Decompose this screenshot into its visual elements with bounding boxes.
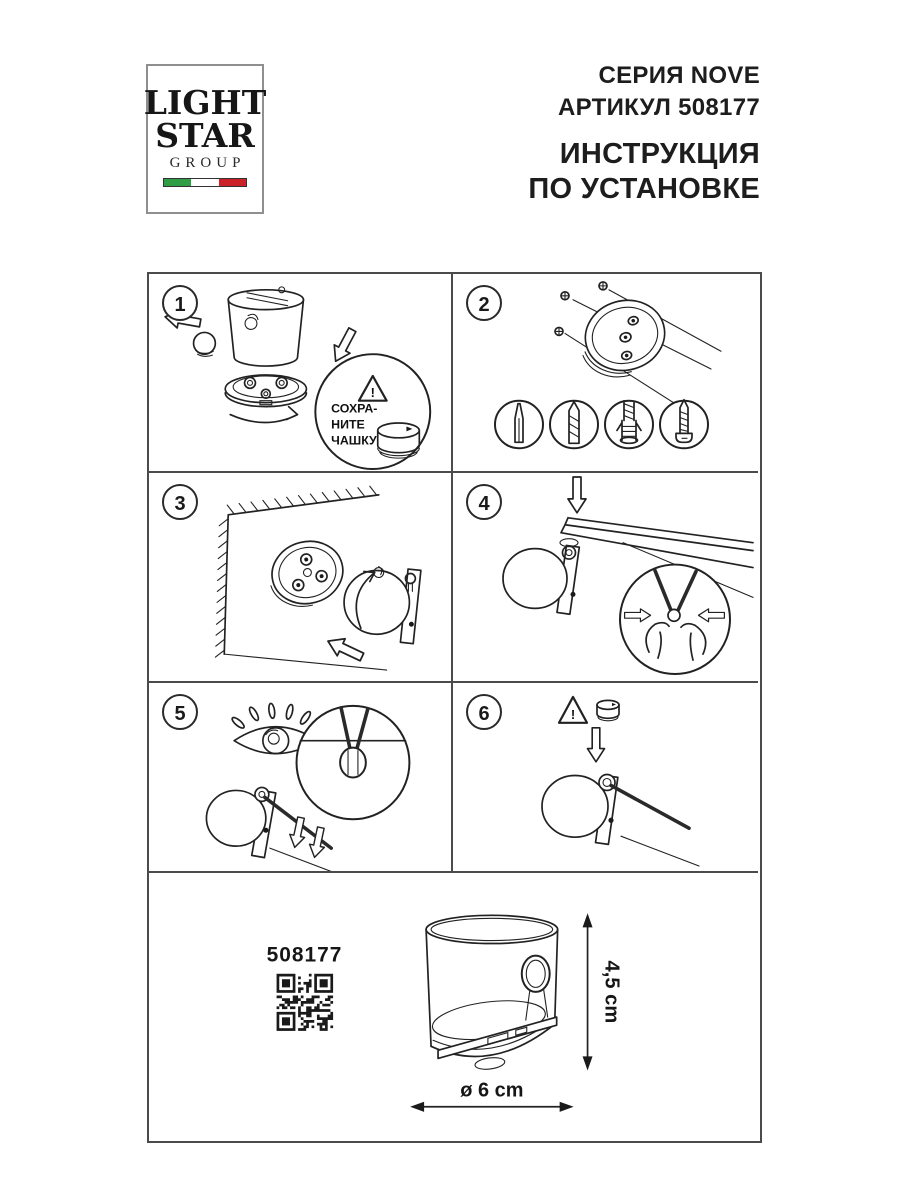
arrow-down-icon — [568, 477, 586, 513]
instruction-title-line1: ИНСТРУКЦИЯ — [559, 138, 760, 170]
product-drawing — [149, 873, 758, 1135]
diameter-dimension-label: ø 6 cm — [460, 1079, 524, 1102]
knob-drawing — [194, 332, 216, 356]
tool-screw-icon — [660, 400, 708, 449]
step-number-2: 2 — [466, 285, 502, 321]
flag-green-stripe — [164, 179, 191, 186]
series-label: СЕРИЯ NOVE — [598, 62, 760, 89]
tool-drill-icon — [550, 401, 598, 449]
magnifier-pinch-detail — [620, 565, 730, 674]
logo-word-star: STAR — [155, 116, 255, 155]
lamp-final-drawing — [542, 775, 699, 867]
instruction-title-line2: ПО УСТАНОВКЕ — [528, 173, 760, 205]
mounting-plate-drawing — [571, 291, 674, 386]
flag-red-stripe — [219, 179, 246, 186]
keep-cup-note — [315, 354, 430, 469]
rotate-arrow-icon — [230, 407, 297, 423]
step-number-6: 6 — [466, 694, 502, 730]
note-line-1: СОХРА- — [331, 401, 378, 416]
step-number-5: 5 — [162, 694, 198, 730]
base-cup-drawing — [225, 375, 306, 407]
step-panel-2 — [453, 274, 758, 473]
step-panel-1 — [149, 274, 453, 473]
magnifier-grommet-detail — [297, 706, 410, 819]
lamp-under-shelf-drawing — [503, 539, 579, 615]
logo-word-light: LIGHT — [143, 83, 267, 122]
header-text — [528, 60, 760, 207]
plate-on-wall-drawing — [263, 534, 350, 614]
arrow-down-icon — [287, 816, 308, 849]
arrow-down-icon — [587, 728, 604, 762]
italian-flag-bar — [163, 178, 247, 187]
article-number: 508177 — [266, 943, 343, 967]
height-dimension-label: 4,5 cm — [600, 960, 623, 1024]
height-dimension — [583, 913, 623, 1070]
product-summary-panel — [149, 873, 758, 1135]
cylinder-drawing — [426, 915, 558, 1070]
step-number-1: 1 — [162, 285, 198, 321]
tool-anchor-icon — [605, 401, 653, 449]
qr-code — [277, 974, 334, 1031]
warning-mark: ! — [570, 706, 576, 722]
step-panel-4 — [453, 473, 758, 683]
tool-pencil-icon — [495, 401, 543, 449]
flag-white-stripe — [191, 179, 218, 186]
note-line-3: ЧАШКУ — [331, 433, 377, 448]
step-panel-5 — [149, 683, 453, 873]
step-number-3: 3 — [162, 484, 198, 520]
instruction-grid — [147, 272, 762, 1143]
warning-mark: ! — [370, 385, 375, 401]
step-number-4: 4 — [466, 484, 502, 520]
arrow-up-left-icon — [324, 633, 366, 666]
article-label: АРТИКУЛ 508177 — [558, 94, 760, 121]
cap-icon — [597, 700, 619, 720]
step-panel-3 — [149, 473, 453, 683]
lightstar-logo — [143, 64, 267, 214]
step-panel-6 — [453, 683, 758, 873]
logo-word-group: GROUP — [169, 155, 246, 171]
note-line-2: НИТЕ — [331, 417, 365, 432]
lamp-body-drawing — [228, 287, 303, 366]
diameter-dimension — [410, 1080, 573, 1112]
lamp-attach-drawing — [344, 567, 421, 644]
